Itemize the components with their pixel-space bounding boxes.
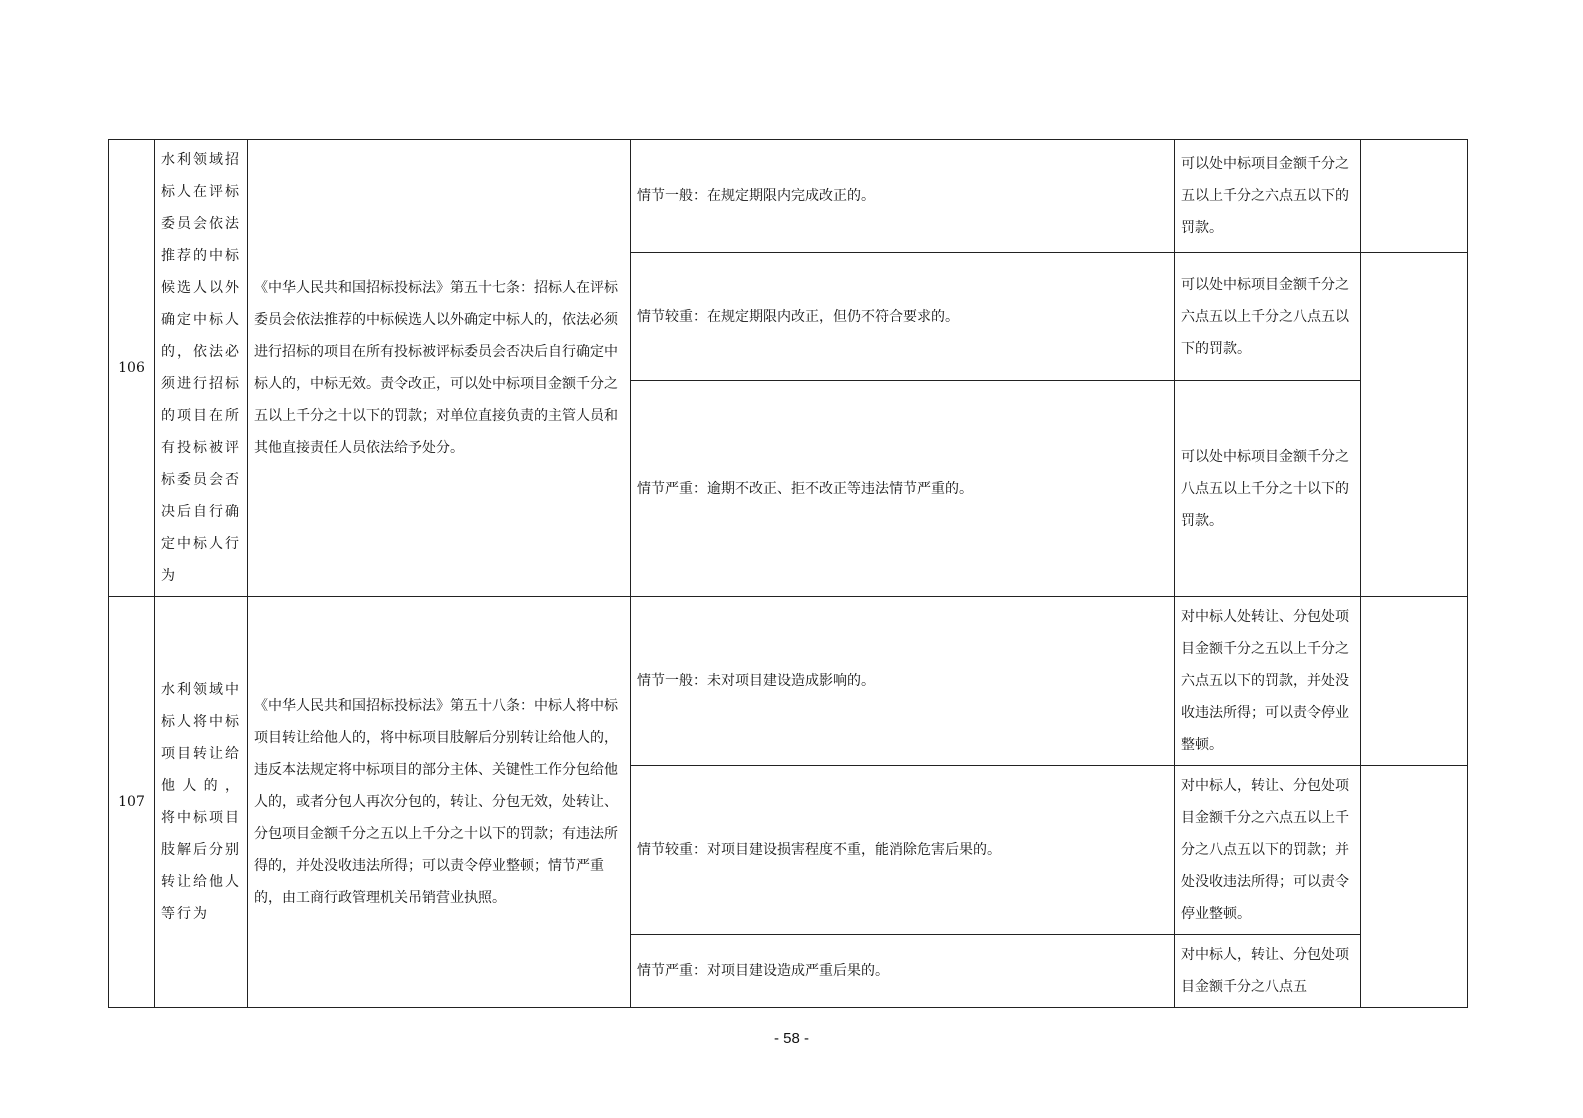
circumstance-level: 情节一般：未对项目建设造成影响的。 — [631, 597, 1175, 766]
penalty-standards-table — [108, 139, 1468, 1008]
penalty-standard: 对中标人，转让、分包处项目金额千分之六点五以上千分之八点五以下的罚款；并处没收违法所得；可以责令停业整顿。 — [1175, 766, 1361, 935]
remark-cell — [1361, 140, 1468, 253]
row-number: 107 — [109, 597, 155, 1008]
remark-cell — [1361, 597, 1468, 766]
legal-basis: 《中华人民共和国招标投标法》第五十七条：招标人在评标委员会依法推荐的中标候选人以外确定中标人的，依法必须进行招标的项目在所有投标被评标委员会否决后自行确定中标人的，中标无效。责令改正，可以处中标项目金额千分之五以上千分之十以下的罚款；对单位直接负责的主管人员和其他直接责任人员依法给予处分。 — [248, 140, 631, 597]
circumstance-level: 情节严重：逾期不改正、拒不改正等违法情节严重的。 — [631, 381, 1175, 597]
remark-cell — [1361, 766, 1468, 1008]
circumstance-level: 情节较重：在规定期限内改正，但仍不符合要求的。 — [631, 253, 1175, 381]
violation-behavior: 水利领域中标人将中标项目转让给他人的， 将中标项目肢解后分别转让给他人等行为 — [155, 597, 248, 1008]
row-number: 106 — [109, 140, 155, 597]
violation-behavior: 水利领域招标人在评标委员会依法推荐的中标候选人以外确定中标人的，依法必须进行招标的项目在所有投标被评标委员会否决后自行确定中标人行为 — [155, 140, 248, 597]
legal-basis: 《中华人民共和国招标投标法》第五十八条：中标人将中标项目转让给他人的，将中标项目肢解后分别转让给他人的，违反本法规定将中标项目的部分主体、关键性工作分包给他人的，或者分包人再次分包的，转让、分包无效，处转让、分包项目金额千分之五以上千分之十以下的罚款；有违法所得的，并处没收违法所得；可以责令停业整顿；情节严重的，由工商行政管理机关吊销营业执照。 — [248, 597, 631, 1008]
page-number: - 58 - — [773, 1030, 809, 1047]
penalty-standard: 对中标人处转让、分包处项目金额千分之五以上千分之六点五以下的罚款，并处没收违法所得；可以责令停业整顿。 — [1175, 597, 1361, 766]
table-row — [109, 597, 1468, 766]
penalty-standard: 对中标人，转让、分包处项目金额千分之八点五 — [1175, 935, 1361, 1008]
circumstance-level: 情节较重：对项目建设损害程度不重，能消除危害后果的。 — [631, 766, 1175, 935]
penalty-standard: 可以处中标项目金额千分之八点五以上千分之十以下的罚款。 — [1175, 381, 1361, 597]
table-row — [109, 140, 1468, 253]
circumstance-level: 情节严重：对项目建设造成严重后果的。 — [631, 935, 1175, 1008]
circumstance-level: 情节一般：在规定期限内完成改正的。 — [631, 140, 1175, 253]
remark-cell — [1361, 253, 1468, 597]
penalty-standard: 可以处中标项目金额千分之六点五以上千分之八点五以下的罚款。 — [1175, 253, 1361, 381]
penalty-standard: 可以处中标项目金额千分之五以上千分之六点五以下的罚款。 — [1175, 140, 1361, 253]
